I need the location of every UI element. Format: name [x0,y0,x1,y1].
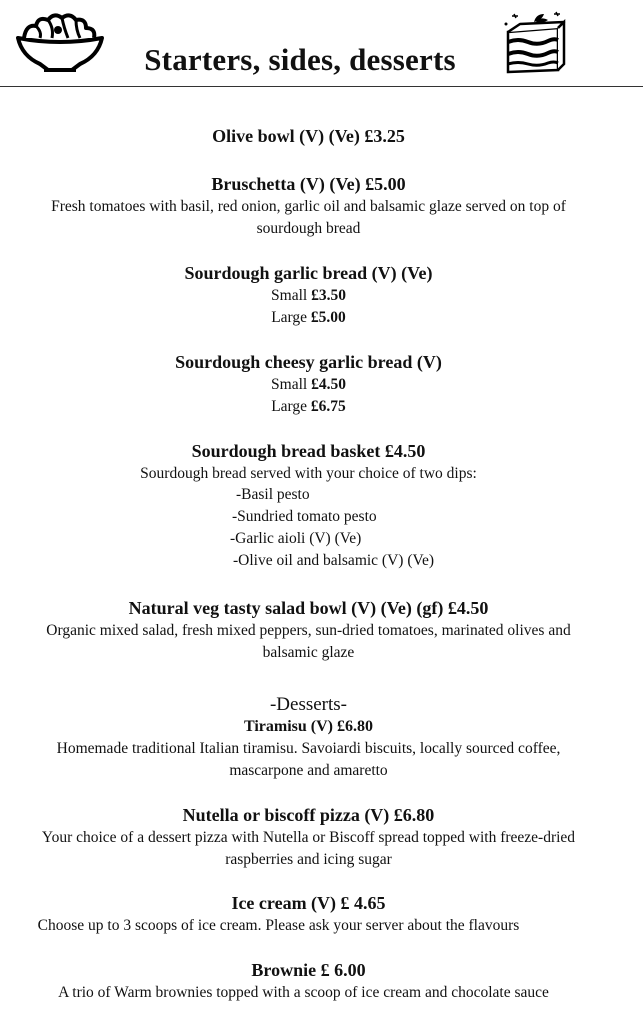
size-price: £6.75 [310,398,346,415]
item-name: Sourdough cheesy garlic bread (V) [175,352,442,372]
item-name: Natural veg tasty salad bowl (V) (Ve) (gf) £4.50 [128,598,489,618]
size-label: Small [271,376,308,393]
size-label: Large [271,309,308,326]
item-description: Choose up to 3 scoops of ice cream. Please ask your server about the flavours [37,917,520,934]
item-description: Fresh tomatoes with basil, red onion, garlic oil and balsamic glaze served on top of [51,198,566,215]
item-description: Your choice of a dessert pizza with Nutella or Biscoff spread topped with freeze-dried [41,829,576,846]
item-description: mascarpone and amaretto [229,762,388,779]
menu-item-dessert-pizza [0,803,617,871]
size-price: £4.50 [311,376,346,393]
section-heading: -Desserts- [269,694,348,715]
size-label: Large [271,398,308,415]
item-description: Sourdough bread served with your choice of two dips: [140,465,477,482]
item-name: Nutella or biscoff pizza (V) £6.80 [182,805,435,825]
item-description: sourdough bread [256,220,361,237]
menu-header [0,0,643,88]
dip-options-list [230,484,434,572]
size-price: £5.00 [310,309,346,326]
item-name: Ice cream (V) £ 4.65 [231,893,386,913]
menu-item-salad-bowl [0,596,617,664]
dip-option: -Garlic aioli (V) (Ve) [230,530,362,547]
item-name: Sourdough bread basket £4.50 [191,441,426,461]
menu-item-cheesy-garlic-bread [0,350,617,418]
size-option-large [0,396,617,418]
item-description: balsamic glaze [262,644,355,661]
size-option-large [0,307,617,329]
item-description: raspberries and icing sugar [225,851,392,868]
menu-item-bruschetta [0,172,617,240]
size-option-small [0,374,617,396]
dip-option: -Olive oil and balsamic (V) (Ve) [233,552,435,569]
menu-item-ice-cream [0,891,617,937]
page-title: Starters, sides, desserts [144,42,456,77]
item-name: Brownie £ 6.00 [251,960,366,980]
item-description: Organic mixed salad, fresh mixed peppers, sun-dried tomatoes, marinated olives and [46,622,571,639]
menu-item-brownie [0,958,617,1004]
item-description: Homemade traditional Italian tiramisu. Savoiardi biscuits, locally sourced coffee, [56,740,561,757]
dip-option: -Sundried tomato pesto [232,508,377,525]
menu-item-garlic-bread [0,261,617,329]
dip-option: -Basil pesto [236,486,310,503]
item-description: A trio of Warm brownies topped with a scoop of ice cream and chocolate sauce [58,984,549,1001]
size-option-small [0,285,617,307]
item-name: Sourdough garlic bread (V) (Ve) [184,263,433,283]
item-name: Tiramisu (V) £6.80 [243,718,374,735]
menu-item-olive-bowl [0,124,617,148]
item-name: Olive bowl (V) (Ve) £3.25 [212,126,405,146]
header-divider [0,86,643,87]
desserts-section [0,694,617,782]
item-name: Bruschetta (V) (Ve) £5.00 [211,174,406,194]
menu-item-bread-basket [0,439,617,485]
size-price: £3.50 [311,287,346,304]
size-label: Small [271,287,308,304]
